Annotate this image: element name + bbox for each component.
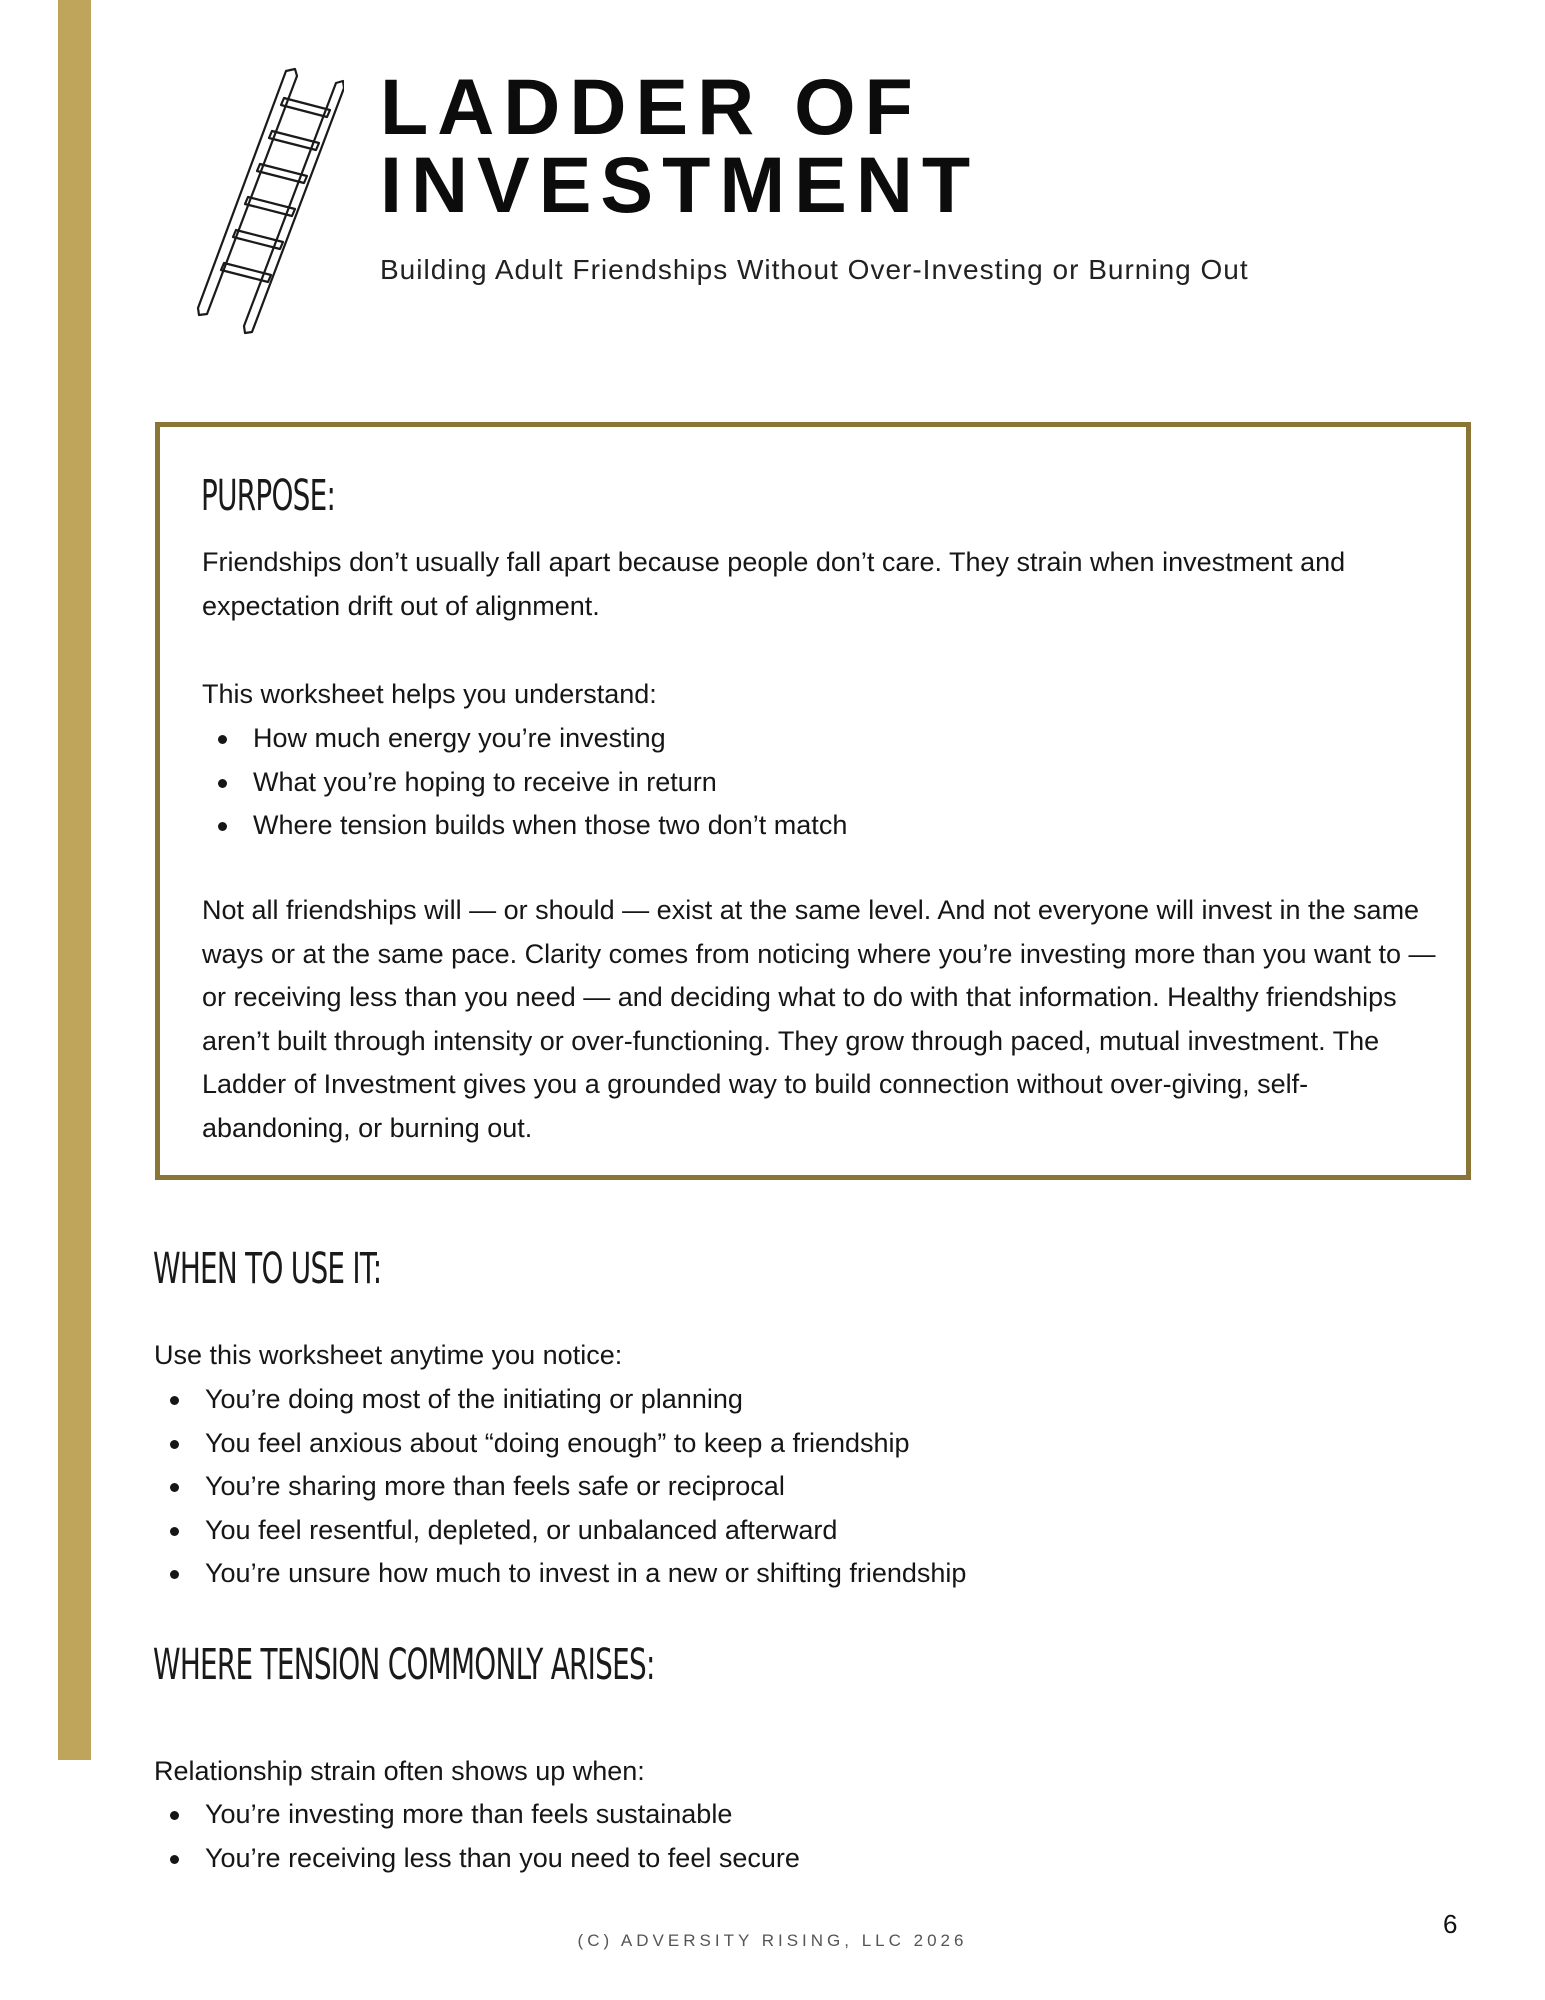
- ladder-icon: [196, 64, 344, 336]
- title-line-1: LADDER OF: [380, 62, 922, 151]
- bullet-dot: [170, 1483, 179, 1492]
- list-item-text: You’re unsure how much to invest in a new or shifting friendship: [205, 1558, 967, 1588]
- purpose-paragraph-3: Not all friendships will — or should — exist at the same level. And not everyone will invest in the same ways or at the same pace. Clarity comes from noticing where you’re investing more than you want to — or receiving less than you need — and deciding what to do with that information. Healthy friendships aren’t built through intensity or over-functioning. They grow through paced, mutual investment. The Ladder of Investment gives you a grounded way to build connection without over-giving, self-abandoning, or burning out.: [202, 895, 1436, 1143]
- page-subtitle: Building Adult Friendships Without Over-Investing or Burning Out: [380, 254, 1249, 285]
- tension-heading: WHERE TENSION COMMONLY ARISES:: [153, 1640, 655, 1690]
- list-item: [202, 717, 847, 761]
- list-item-text: How much energy you’re investing: [253, 723, 666, 753]
- list-item-text: You’re investing more than feels sustainable: [205, 1799, 733, 1829]
- list-item: [154, 1509, 966, 1553]
- tension-list: [154, 1793, 800, 1880]
- page-number: 6: [1443, 1909, 1458, 1939]
- list-item: [154, 1378, 966, 1422]
- when-to-use-list: [154, 1378, 966, 1596]
- purpose-box: [155, 422, 1471, 1180]
- list-item-text: What you’re hoping to receive in return: [253, 766, 717, 797]
- list-item: [154, 1422, 966, 1466]
- list-item-text: You’re doing most of the initiating or planning: [205, 1384, 743, 1414]
- purpose-paragraph-2: This worksheet helps you understand:: [202, 679, 657, 709]
- list-item-text: You’re sharing more than feels safe or reciprocal: [205, 1471, 785, 1501]
- title-line-2: INVESTMENT: [380, 140, 980, 229]
- list-item-text: You’re receiving less than you need to feel secure: [205, 1842, 800, 1873]
- bullet-dot: [170, 1570, 179, 1579]
- list-item: [154, 1552, 966, 1596]
- list-item: [202, 804, 847, 848]
- purpose-paragraph-1: Friendships don’t usually fall apart because people don’t care. They strain when investment and expectation drift out of alignment.: [202, 547, 1346, 621]
- list-item-text: You feel anxious about “doing enough” to keep a friendship: [205, 1427, 910, 1458]
- footer-copyright: (C) ADVERSITY RISING, LLC 2026: [577, 1931, 968, 1950]
- list-item: [154, 1837, 800, 1881]
- page-title: [380, 62, 980, 229]
- bullet-dot: [170, 1527, 179, 1536]
- purpose-list: [202, 717, 847, 848]
- gold-side-bar: [58, 0, 91, 1760]
- bullet-dot: [170, 1811, 179, 1820]
- list-item-text: You feel resentful, depleted, or unbalanced afterward: [205, 1514, 838, 1545]
- bullet-dot: [218, 822, 227, 831]
- list-item: [154, 1465, 966, 1509]
- list-item: [202, 761, 847, 805]
- list-item-text: Where tension builds when those two don’t match: [253, 810, 848, 840]
- bullet-dot: [170, 1440, 179, 1449]
- tension-intro: Relationship strain often shows up when:: [154, 1756, 645, 1786]
- bullet-dot: [170, 1855, 179, 1864]
- bullet-dot: [218, 735, 227, 744]
- bullet-dot: [170, 1396, 179, 1405]
- list-item: [154, 1793, 800, 1837]
- when-to-use-intro: Use this worksheet anytime you notice:: [154, 1340, 623, 1370]
- bullet-dot: [218, 779, 227, 788]
- when-to-use-heading: WHEN TO USE IT:: [153, 1244, 382, 1294]
- purpose-heading: PURPOSE:: [201, 471, 336, 521]
